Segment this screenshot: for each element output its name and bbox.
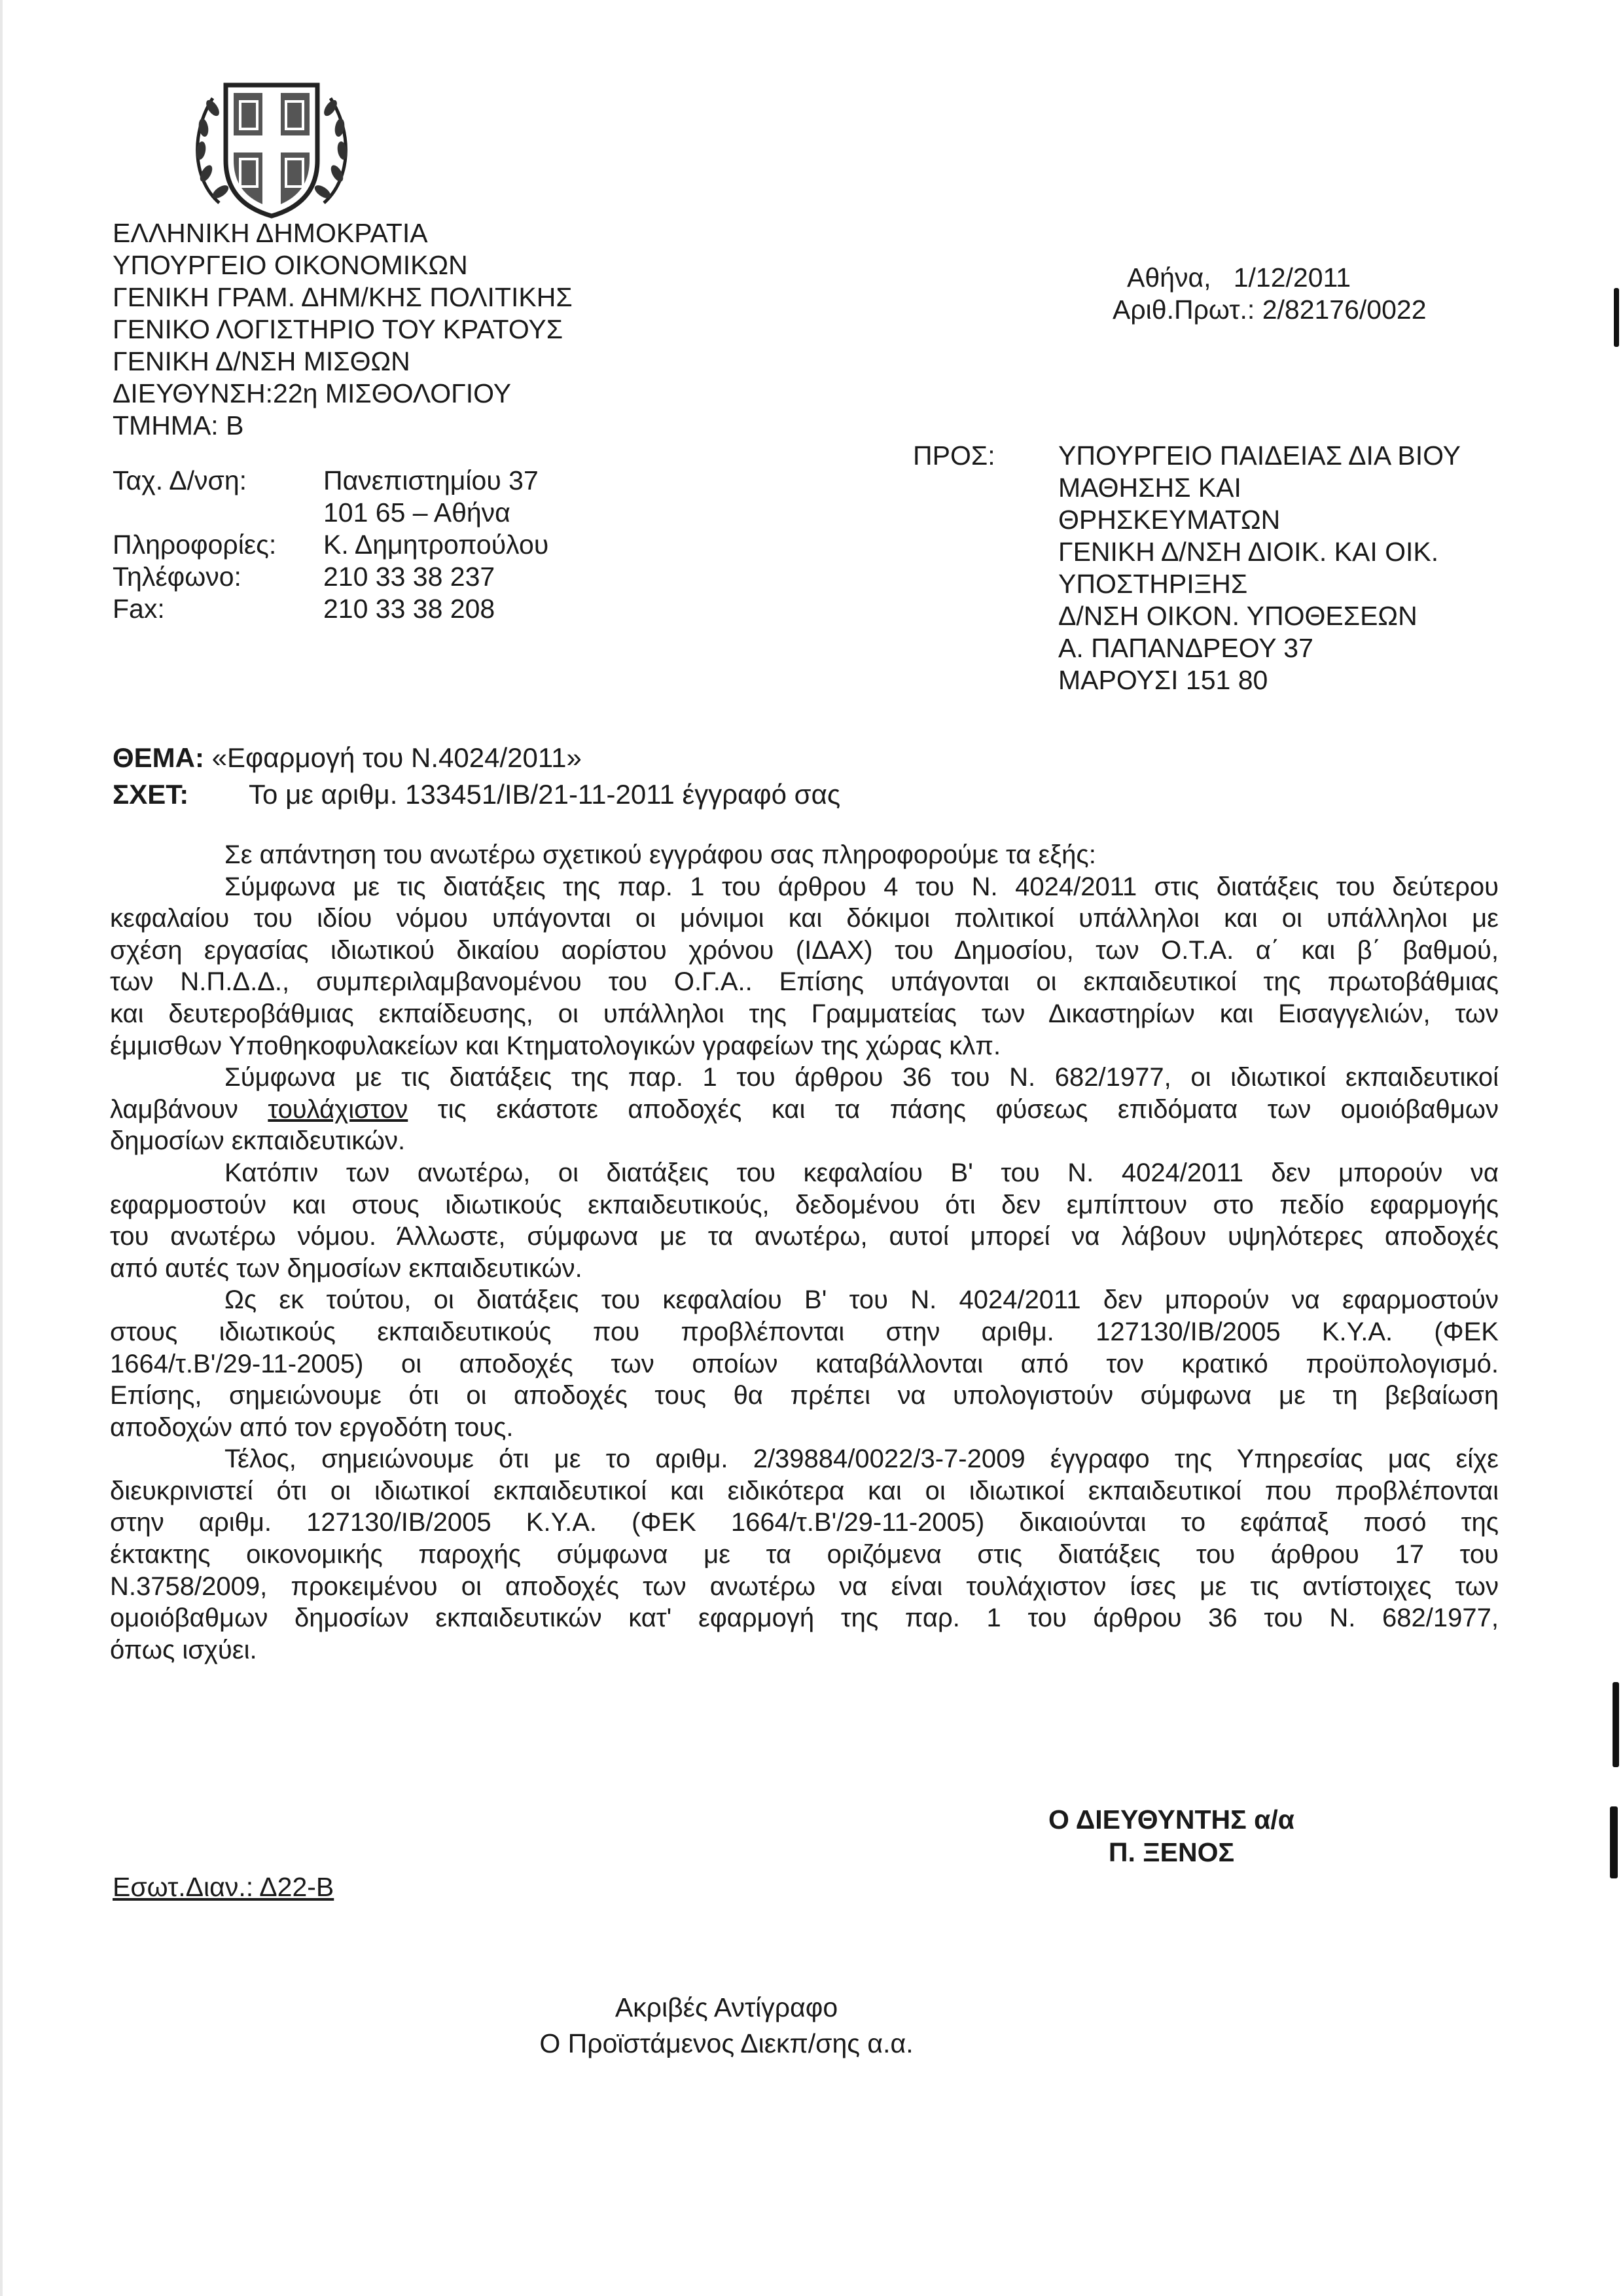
contact-value: Πανεπιστημίου 37 [323,465,539,495]
body-line: και δευτεροβάθμιας εκπαίδευσης, οι υπάλληλοι της Γραμματείας των Δικαστηρίων και Εισαγγελιών, των [110,999,1499,1028]
signatory-name: Π. ΞΕΝΟΣ [1108,1837,1235,1867]
body-line: κεφαλαίου του ιδίου νόμου υπάγονται οι μόνιμοι και δόκιμοι πολιτικοί υπάλληλοι και οι υπάλληλοι με [110,904,1499,933]
body-line: δημοσίων εκπαιδευτικών. [110,1126,406,1156]
issuer-line-state: ΕΛΛΗΝΙΚΗ ΔΗΜΟΚΡΑΤΙΑ [113,218,428,248]
body-line: Τέλος, σημειώνουμε ότι με το αριθμ. 2/39884/0022/3-7-2009 έγγραφο της Υπηρεσίας μας είχε [224,1444,1499,1474]
reference-text: Το με αριθμ. 133451/ΙΒ/21-11-2011 έγγραφό σας [249,779,841,810]
body-line: Ν.3758/2009, προκειμένου οι αποδοχές των ανωτέρω να είναι τουλάχιστον ίσες με τις αντίστοιχες των [110,1571,1499,1601]
recipient-label: ΠΡΟΣ: [913,440,995,471]
issuer-line-ministry: ΥΠΟΥΡΓΕΙΟ ΟΙΚΟΝΟΜΙΚΩΝ [113,250,468,280]
body-line: εφαρμοστούν και στους ιδιωτικούς εκπαιδευτικούς, δεδομένου ότι δεν εμπίπτουν στο πεδίο εφαρμογής [110,1190,1499,1219]
certified-copy-line: Ακριβές Αντίγραφο [615,1992,838,2022]
issuer-line-accounting-office: ΓΕΝΙΚΟ ΛΟΓΙΣΤΗΡΙΟ ΤΟΥ ΚΡΑΤΟΥΣ [113,314,563,344]
letter-body [110,839,1499,1666]
body-line: του ανωτέρω νόμου. Άλλωστε, σύμφωνα με τα ανωτέρω, αυτοί μπορεί να λάβουν υψηλότερες αποδοχές [110,1222,1499,1251]
issuer-line-directorate: ΔΙΕΥΘΥΝΣΗ:22η ΜΙΣΘΟΛΟΓΙΟΥ [113,378,512,408]
body-fragment: τις εκάστοτε αποδοχές και τα πάσης φύσεως επιδόματα των ομοιόβαθμων [437,1094,1499,1124]
issuer-line-general-secretariat: ΓΕΝΙΚΗ ΓΡΑΜ. ΔΗΜ/ΚΗΣ ΠΟΛΙΤΙΚΗΣ [113,282,573,312]
contact-value: 210 33 38 208 [323,594,495,624]
contact-value: Κ. Δημητροπούλου [323,529,549,560]
contact-details [113,465,548,625]
body-line: έμμισθων Υποθηκοφυλακείων και Κτηματολογικών γραφείων της χώρας κλπ. [110,1031,1001,1060]
internal-distribution: Εσωτ.Διαν.: Δ22-Β [113,1872,334,1902]
body-line: σχέση εργασίας ιδιωτικού δικαίου αορίστου χρόνου (ΙΔΑΧ) του Δημοσίου, των Ο.Τ.Α. α΄ και β΄ βαθμού, [110,935,1499,965]
subject-label: ΘΕΜΑ: [113,742,204,773]
contact-label: Πληροφορίες: [113,529,277,560]
contact-row-postcode [113,497,548,529]
scan-edge-mark [1614,288,1619,347]
body-line: Κατόπιν των ανωτέρω, οι διατάξεις του κεφαλαίου Β' του Ν. 4024/2011 δεν μπορούν να [224,1158,1499,1187]
body-line: αποδοχών από τον εργοδότη τους. [110,1412,514,1442]
scan-edge-mark [1610,1806,1618,1878]
issuer-header [113,217,573,442]
body-line: στους ιδιωτικούς εκπαιδευτικούς που προβλέπονται στην αριθμ. 127130/ΙΒ/2005 Κ.Υ.Α. (ΦΕΚ [110,1317,1499,1346]
recipient-line: ΓΕΝΙΚΗ Δ/ΝΣΗ ΔΙΟΙΚ. ΚΑΙ ΟΙΚ. [1058,537,1439,567]
contact-value: 101 65 – Αθήνα [323,497,510,528]
body-line: έκτακτης οικονομικής παροχής σύμφωνα με τα οριζόμενα στις διατάξεις του άρθρου 17 του [110,1540,1499,1570]
recipient-block [913,440,1461,696]
recipient-line: ΜΑΡΟΥΣΙ 151 80 [1058,665,1268,695]
contact-row-fax [113,593,548,625]
contact-label: Ταχ. Δ/νση: [113,465,247,495]
coat-of-arms-emblem [180,62,363,223]
body-line: των Ν.Π.Δ.Δ., συμπεριλαμβανομένου του Ο.Γ.Α.. Επίσης υπάγονται οι εκπαιδευτικοί της πρωτοβάθμιας [110,967,1499,997]
body-line: Ως εκ τούτου, οι διατάξεις του κεφαλαίου Β' του Ν. 4024/2011 δεν μπορούν να εφαρμοστούν [224,1285,1499,1315]
body-line: στην αριθμ. 127130/ΙΒ/2005 Κ.Υ.Α. (ΦΕΚ 1664/τ.Β'/29-11-2005) δικαιούνται το εφάπαξ ποσό της [110,1508,1499,1537]
place-date: Αθήνα, 1/12/2011 [1127,262,1351,293]
signatory-title: Ο ΔΙΕΥΘΥΝΤΗΣ α/α [1048,1804,1294,1835]
recipient-line: Δ/ΝΣΗ ΟΙΚΟΝ. ΥΠΟΘΕΣΕΩΝ [1058,601,1418,631]
contact-row-phone [113,561,548,593]
recipient-line: ΥΠΟΣΤΗΡΙΞΗΣ [1058,569,1248,599]
contact-label [113,497,323,529]
body-line: ομοιόβαθμων δημοσίων εκπαιδευτικών κατ' εφαρμογή της παρ. 1 του άρθρου 36 του Ν. 682/1977, [110,1604,1499,1633]
emphasis-underlined: τουλάχιστον [268,1094,408,1124]
subject-block [113,740,840,813]
body-line: διευκρινιστεί ότι οι ιδιωτικοί εκπαιδευτικοί και ειδικότερα και οι ιδιωτικοί εκπαιδευτικοί που προβλέπονται [110,1476,1499,1505]
scan-left-edge [0,0,3,2296]
body-line: από αυτές των δημοσίων εκπαιδευτικών. [110,1253,582,1283]
protocol-number: Αριθ.Πρωτ.: 2/82176/0022 [1113,295,1427,325]
body-line: Επίσης, σημειώνουμε ότι οι αποδοχές τους θα πρέπει να υπολογιστούν σύμφωνα με τη βεβαίωση [110,1381,1499,1410]
recipient-line: Α. ΠΑΠΑΝΔΡΕΟΥ 37 [1058,633,1313,663]
date-block [1113,262,1427,326]
body-line: 1664/τ.Β'/29-11-2005) οι αποδοχές των οποίων καταβάλλονται από τον κρατικό προϋπολογισμό. [110,1349,1499,1378]
subject-text: «Εφαρμογή του Ν.4024/2011» [211,742,582,773]
body-line: Σύμφωνα με τις διατάξεις της παρ. 1 του άρθρου 4 του Ν. 4024/2011 στις διατάξεις του δεύτερου [224,872,1499,901]
issuer-line-general-directorate: ΓΕΝΙΚΗ Δ/ΝΣΗ ΜΙΣΘΩΝ [113,346,410,376]
body-intro: Σε απάντηση του ανωτέρω σχετικού εγγράφου σας πληροφορούμε τα εξής: [224,840,1096,869]
recipient-line: ΘΡΗΣΚΕΥΜΑΤΩΝ [1058,505,1281,535]
contact-label: Τηλέφωνο: [113,562,241,592]
certified-copy-note [497,1990,955,2062]
subject-line [113,740,840,776]
signature-block [883,1803,1459,1869]
certified-copy-signatory: Ο Προϊστάμενος Διεκπ/σης α.α. [539,2028,914,2058]
contact-label: Fax: [113,594,165,624]
body-line: όπως ισχύει. [110,1635,257,1664]
issuer-line-department: ΤΜΗΜΑ: Β [113,410,244,440]
contact-row-address [113,465,548,497]
recipient-line: ΥΠΟΥΡΓΕΙΟ ΠΑΙΔΕΙΑΣ ΔΙΑ ΒΙΟΥ [1058,440,1461,471]
contact-value: 210 33 38 237 [323,562,495,592]
contact-row-info [113,529,548,561]
reference-label: ΣΧΕΤ: [113,779,189,810]
reference-line [113,776,840,813]
body-line-underlined [110,1094,1499,1126]
body-fragment: λαμβάνουν [110,1094,238,1124]
recipient-line: ΜΑΘΗΣΗΣ ΚΑΙ [1058,473,1241,503]
scan-edge-mark [1613,1682,1619,1767]
body-line: Σύμφωνα με τις διατάξεις της παρ. 1 του άρθρου 36 του Ν. 682/1977, οι ιδιωτικοί εκπαιδευτικοί [224,1063,1499,1092]
